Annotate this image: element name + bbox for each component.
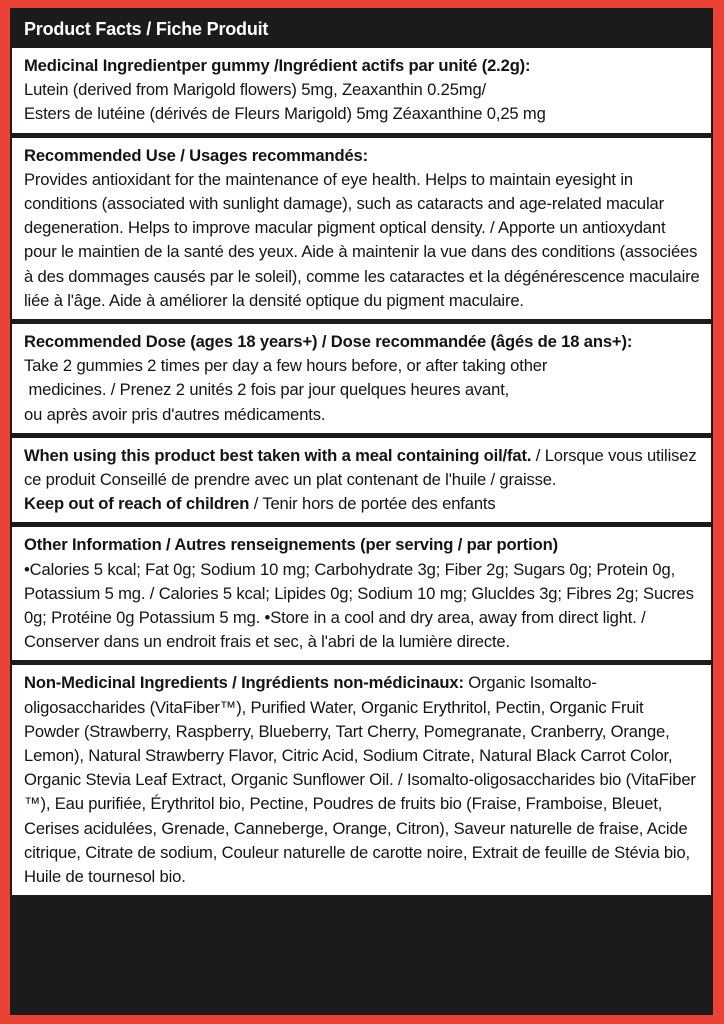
children-warning-text: / Tenir hors de portée des enfants — [249, 494, 496, 514]
recommended-dose-section — [12, 324, 711, 433]
children-warning — [24, 492, 701, 516]
label-title: Product Facts / Fiche Produit — [24, 18, 269, 39]
recommended-dose-line-3: ou après avoir pris d'autres médicaments. — [24, 404, 326, 424]
other-information-text: •Calories 5 kcal; Fat 0g; Sodium 10 mg; Carbohydrate 3g; Fiber 2g; Sugars 0g; Protein 0g, Potassium 5 mg. / Calories 5 kcal; Lipides 0g; Sodium 10 mg; Glucldes 3g; Fibres 2g; Sucres 0g; Protéine 0g Potassium 5 mg. •Store in a cool and dry area, away from direct light. / Conserver dans un endroit frais et sec, à l'abri de la lumière directe. — [24, 559, 694, 652]
label-sections — [12, 48, 711, 895]
medicinal-ingredients-heading: Medicinal Ingredientper gummy /Ingrédient actifs par unité (2.2g): — [24, 56, 531, 75]
non-medicinal-ingredients-section — [12, 665, 711, 895]
product-facts-label — [10, 8, 713, 1015]
recommended-dose-line-2: medicines. / Prenez 2 unités 2 fois par jour quelques heures avant, — [24, 380, 510, 400]
recommended-use-text: Provides antioxidant for the maintenance of eye health. Helps to maintain eyesight in conditions (associated with sunlight damage), such as cataracts and age-related macular degeneration. Helps to improve macular pigment optical density. / Apporte un antioxydant pour le maintien de la santé des yeux. Aide à maintenir la vue dans des conditions (associées à des dommages causés par le soleil), comme les cataractes et la dégénérescence maculaire liée à l'âge. Aide à améliorer la densité optique du pigment maculaire. — [24, 169, 700, 310]
meal-instruction-text: / Lorsque vous utilisez ce produit Conseillé de prendre avec un plat contenant de l'huile / graisse. — [24, 445, 697, 490]
non-medicinal-ingredients-text: Organic Isomalto-oligosaccharides (VitaFiber™), Purified Water, Organic Erythritol, Pectin, Organic Fruit Powder (Strawberry, Raspberry, Blueberry, Tart Cherry, Pomegranate, Cranberry, Orange, Lemon), Natural Strawberry Flavor, Citric Acid, Sodium Citrate, Natural Black Carrot Color, Organic Stevia Leaf Extract, Organic Sunflower Oil. / Isomalto-oligosaccharides bio (VitaFiber ™), Eau purifiée, Érythritol bio, Pectine, Poudres de fruits bio (Fraise, Framboise, Bleuet, Cerises acidulées, Grenade, Canneberge, Orange, Citron), Saveur naturelle de fraise, Acide citrique, Citrate de sodium, Couleur naturelle de carotte noire, Extrait de feuille de Stévia bio, Huile de tournesol bio. — [24, 673, 696, 887]
other-information-heading: Other Information / Autres renseignements (per serving / par portion) — [24, 535, 558, 555]
medicinal-ingredients-line-2: Esters de lutéine (dérivés de Fleurs Marigold) 5mg Zéaxanthine 0,25 mg — [24, 104, 546, 124]
children-warning-bold: Keep out of reach of children — [24, 494, 250, 514]
non-medicinal-ingredients-heading: Non-Medicinal Ingredients / Ingrédients non-médicinaux: — [24, 673, 464, 693]
recommended-use-heading: Recommended Use / Usages recommandés: — [24, 145, 368, 165]
recommended-use-section — [12, 138, 711, 319]
non-medicinal-ingredients — [24, 671, 701, 889]
medicinal-ingredients-section — [12, 48, 711, 133]
meal-instruction-bold: When using this product best taken with a meal containing oil/fat. — [24, 445, 532, 465]
recommended-dose-line-1: Take 2 gummies 2 times per day a few hours before, or after taking other — [24, 356, 548, 376]
meal-instruction — [24, 444, 701, 492]
usage-warnings-section — [12, 438, 711, 523]
medicinal-ingredients-line-1: Lutein (derived from Marigold flowers) 5mg, Zeaxanthin 0.25mg/ — [24, 80, 486, 100]
label-header — [12, 10, 711, 48]
other-information-section — [12, 527, 711, 660]
recommended-dose-heading: Recommended Dose (ages 18 years+) / Dose recommandée (âgés de 18 ans+): — [24, 332, 633, 352]
